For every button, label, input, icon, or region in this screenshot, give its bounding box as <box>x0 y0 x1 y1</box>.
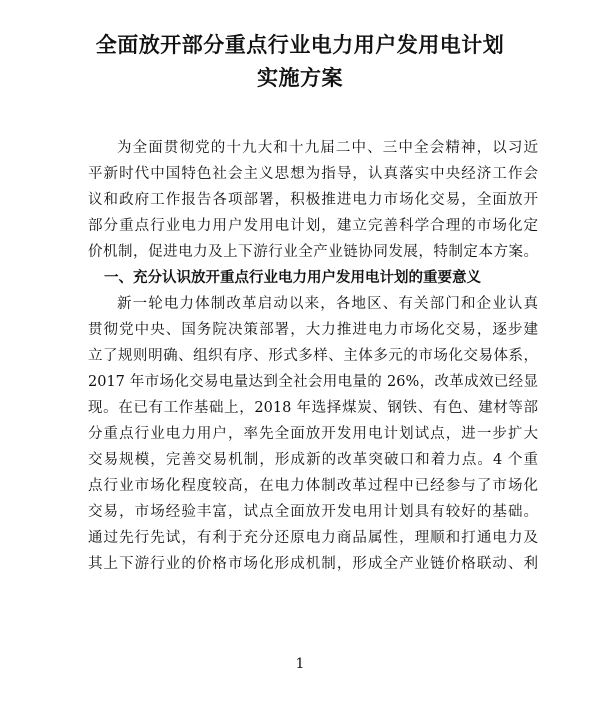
body-line: 交易，市场经验丰富，试点全面放开发电用计划具有较好的基础。 <box>88 504 538 520</box>
document-title-line-1: 全面放开部分重点行业电力用户发用电计划 <box>95 32 505 57</box>
intro-line: 部分重点行业电力用户发用电计划，建立完善科学合理的市场化定 <box>88 218 538 234</box>
body-line: 分重点行业电力用户，率先全面放开发用电计划试点，进一步扩大 <box>88 426 538 442</box>
body-line: 交易规模，完善交易机制，形成新的改革突破口和着力点。4 个重 <box>88 452 538 468</box>
body-line: 贯彻党中央、国务院决策部署，大力推进电力市场化交易，逐步建 <box>88 322 538 338</box>
body-line: 现。在已有工作基础上，2018 年选择煤炭、钢铁、有色、建材等部 <box>88 400 538 416</box>
section-heading: 一、充分认识放开重点行业电力用户发用电计划的重要意义 <box>104 269 481 286</box>
intro-line: 议和政府工作报告各项部署，积极推进电力市场化交易，全面放开 <box>88 192 538 208</box>
body-line: 2017 年市场化交易电量达到全社会用电量的 26%，改革成效已经显 <box>88 374 538 390</box>
body-line: 通过先行先试，有利于充分还原电力商品属性，理顺和打通电力及 <box>88 530 538 546</box>
body-line: 其上下游行业的价格市场化形成机制，形成全产业链价格联动、利 <box>88 556 538 572</box>
page-number: 1 <box>295 656 305 672</box>
body-line: 新一轮电力体制改革启动以来，各地区、有关部门和企业认真 <box>117 296 538 312</box>
intro-line: 平新时代中国特色社会主义思想为指导，认真落实中央经济工作会 <box>88 166 538 182</box>
intro-line: 为全面贯彻党的十九大和十九届二中、三中全会精神，以习近 <box>117 140 538 156</box>
document-title-line-2: 实施方案 <box>257 65 343 90</box>
body-line: 点行业市场化程度较高，在电力体制改革过程中已经参与了市场化 <box>88 478 538 494</box>
body-line: 立了规则明确、组织有序、形式多样、主体多元的市场化交易体系， <box>88 348 538 364</box>
intro-line: 价机制，促进电力及上下游行业全产业链协同发展，特制定本方案。 <box>88 244 538 260</box>
